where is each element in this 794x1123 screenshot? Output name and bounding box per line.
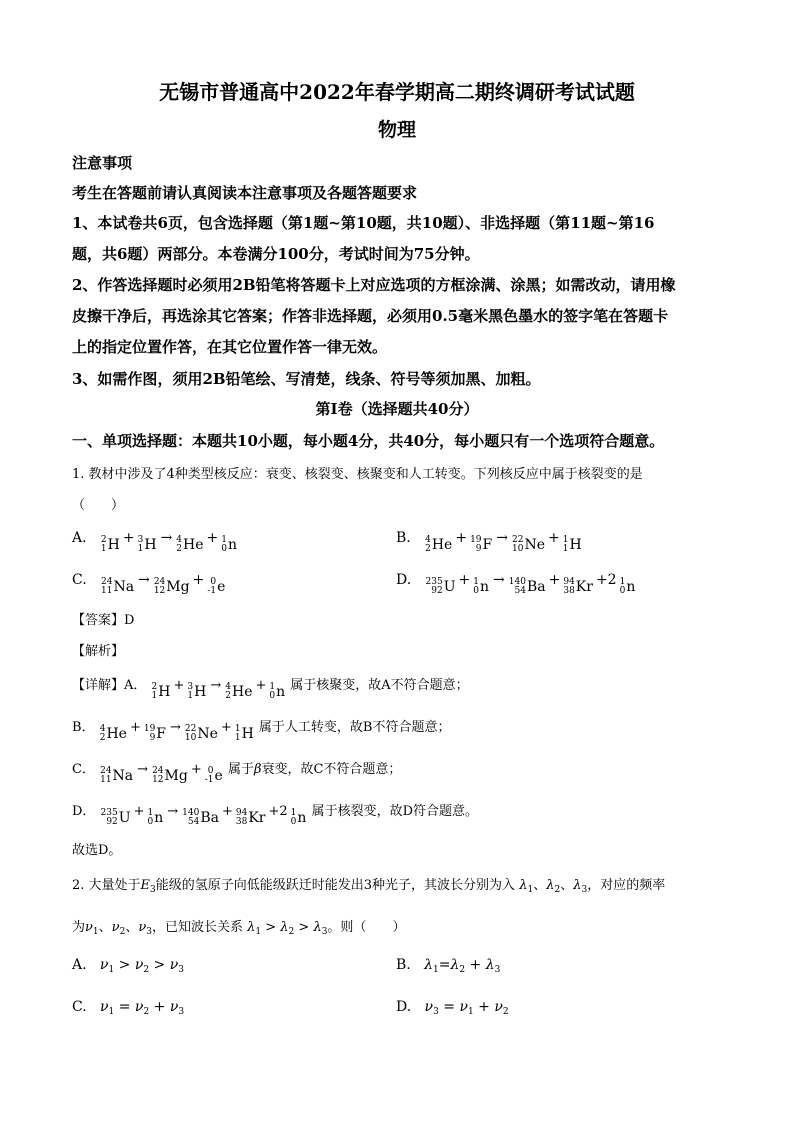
note-1-line-2: 题，共6题）两部分。本卷满分100分，考试时间为75分钟。 — [72, 245, 480, 263]
q1-analysis-heading: 【解析】 — [72, 644, 125, 659]
q1-option-b[interactable]: B. 4 2 He + 19 9 F → 22 10 Ne + 1 1 H — [396, 530, 582, 554]
q2-option-c[interactable]: C. $\nu_1 = \nu_2 + \nu_3$ — [72, 999, 185, 1017]
notes-heading: 注意事项 — [72, 154, 133, 172]
q1-paren: （ ） — [72, 498, 125, 513]
note-3: 3、如需作图，须用2B铅笔绘、写清楚，线条、符号等须加黑、加粗。 — [72, 370, 541, 388]
page-subtitle: 物理 — [377, 119, 416, 141]
q1-conclusion: 故选D。 — [72, 843, 122, 858]
note-2-line-2: 皮擦干净后，再选涂其它答案；作答非选择题，必须用0.5毫米黑色墨水的签字笔在答题卡 — [72, 307, 669, 325]
section-1-heading: 一、单项选择题：本题共10小题，每小题4分，共40分，每小题只有一个选项符合题意。 — [72, 432, 665, 450]
q2-option-d[interactable]: D. $\nu_3 = \nu_1 + \nu_2$ — [396, 999, 509, 1017]
q1-answer: 【答案】D — [72, 613, 135, 628]
note-2-line-1: 2、作答选择题时必须用2B铅笔将答题卡上对应选项的方框涂满、涂黑；如需改动，请用橡 — [72, 276, 676, 294]
notes-intro: 考生在答题前请认真阅读本注意事项及各题答题要求 — [72, 184, 418, 202]
q1-option-d[interactable]: D. 235 92 U + 1 0 n → 140 54 Ba + 94 38 Kr +2 1 0 n — [396, 572, 636, 596]
q2-stem-line-1: 2. 大量处于$E_3$能级的氢原子向低能级跃迁时能发出3种光子，其波长分别为入 $\lambda_1$、$\lambda_2$、$\lambda_3$，对应的频率 — [72, 878, 666, 895]
note-2-line-3: 上的指定位置作答，在其它位置作答一律无效。 — [72, 338, 388, 356]
q2-option-b[interactable]: B. $\lambda_1=\lambda_2 + \lambda_3$ — [396, 957, 501, 975]
q1-detail-c: C． 24 11 Na → 24 12 Mg + 0 -1 e 属于β衰变，故C不符合题意； — [72, 762, 402, 785]
q1-detail-b: B． 4 2 He + 19 9 F → 22 10 Ne + 1 1 H 属于人工转变，故B不符合题意； — [72, 720, 451, 743]
part-1-title: 第I卷（选择题共40分） — [315, 400, 479, 418]
q1-option-c[interactable]: C. 24 11 Na → 24 12 Mg + 0 -1 e — [72, 572, 226, 596]
q2-stem-line-2: 为$\nu_1$、$\nu_2$、$\nu_3$，已知波长关系 $\lambda_1 > \lambda_2 > \lambda_3$。则（ ） — [72, 920, 406, 937]
page-title: 无锡市普通高中2022年春学期高二期终调研考试试题 — [159, 80, 635, 104]
q1-option-a[interactable]: A. 2 1 H + 3 1 H → 4 2 He + 1 0 n — [72, 530, 238, 554]
q1-stem: 1. 教材中涉及了4种类型核反应：衰变、核裂变、核聚变和人工转变。下列核反应中属于核裂变的是 — [72, 467, 643, 482]
q1-detail-a: 【详解】A． 2 1 H + 3 1 H → 4 2 He + 1 0 n 属于核聚变，故A不符合题意； — [72, 678, 469, 701]
note-1-line-1: 1、本试卷共6页，包含选择题（第1题~第10题，共10题）、非选择题（第11题~第16 — [72, 214, 655, 232]
q1-detail-d: D． 235 92 U + 1 0 n → 140 54 Ba + 94 38 Kr +2 1 0 n 属于核裂变，故D符合题意。 — [72, 804, 479, 827]
q2-option-a[interactable]: A. $\nu_1 > \nu_2 > \nu_3$ — [72, 957, 184, 975]
